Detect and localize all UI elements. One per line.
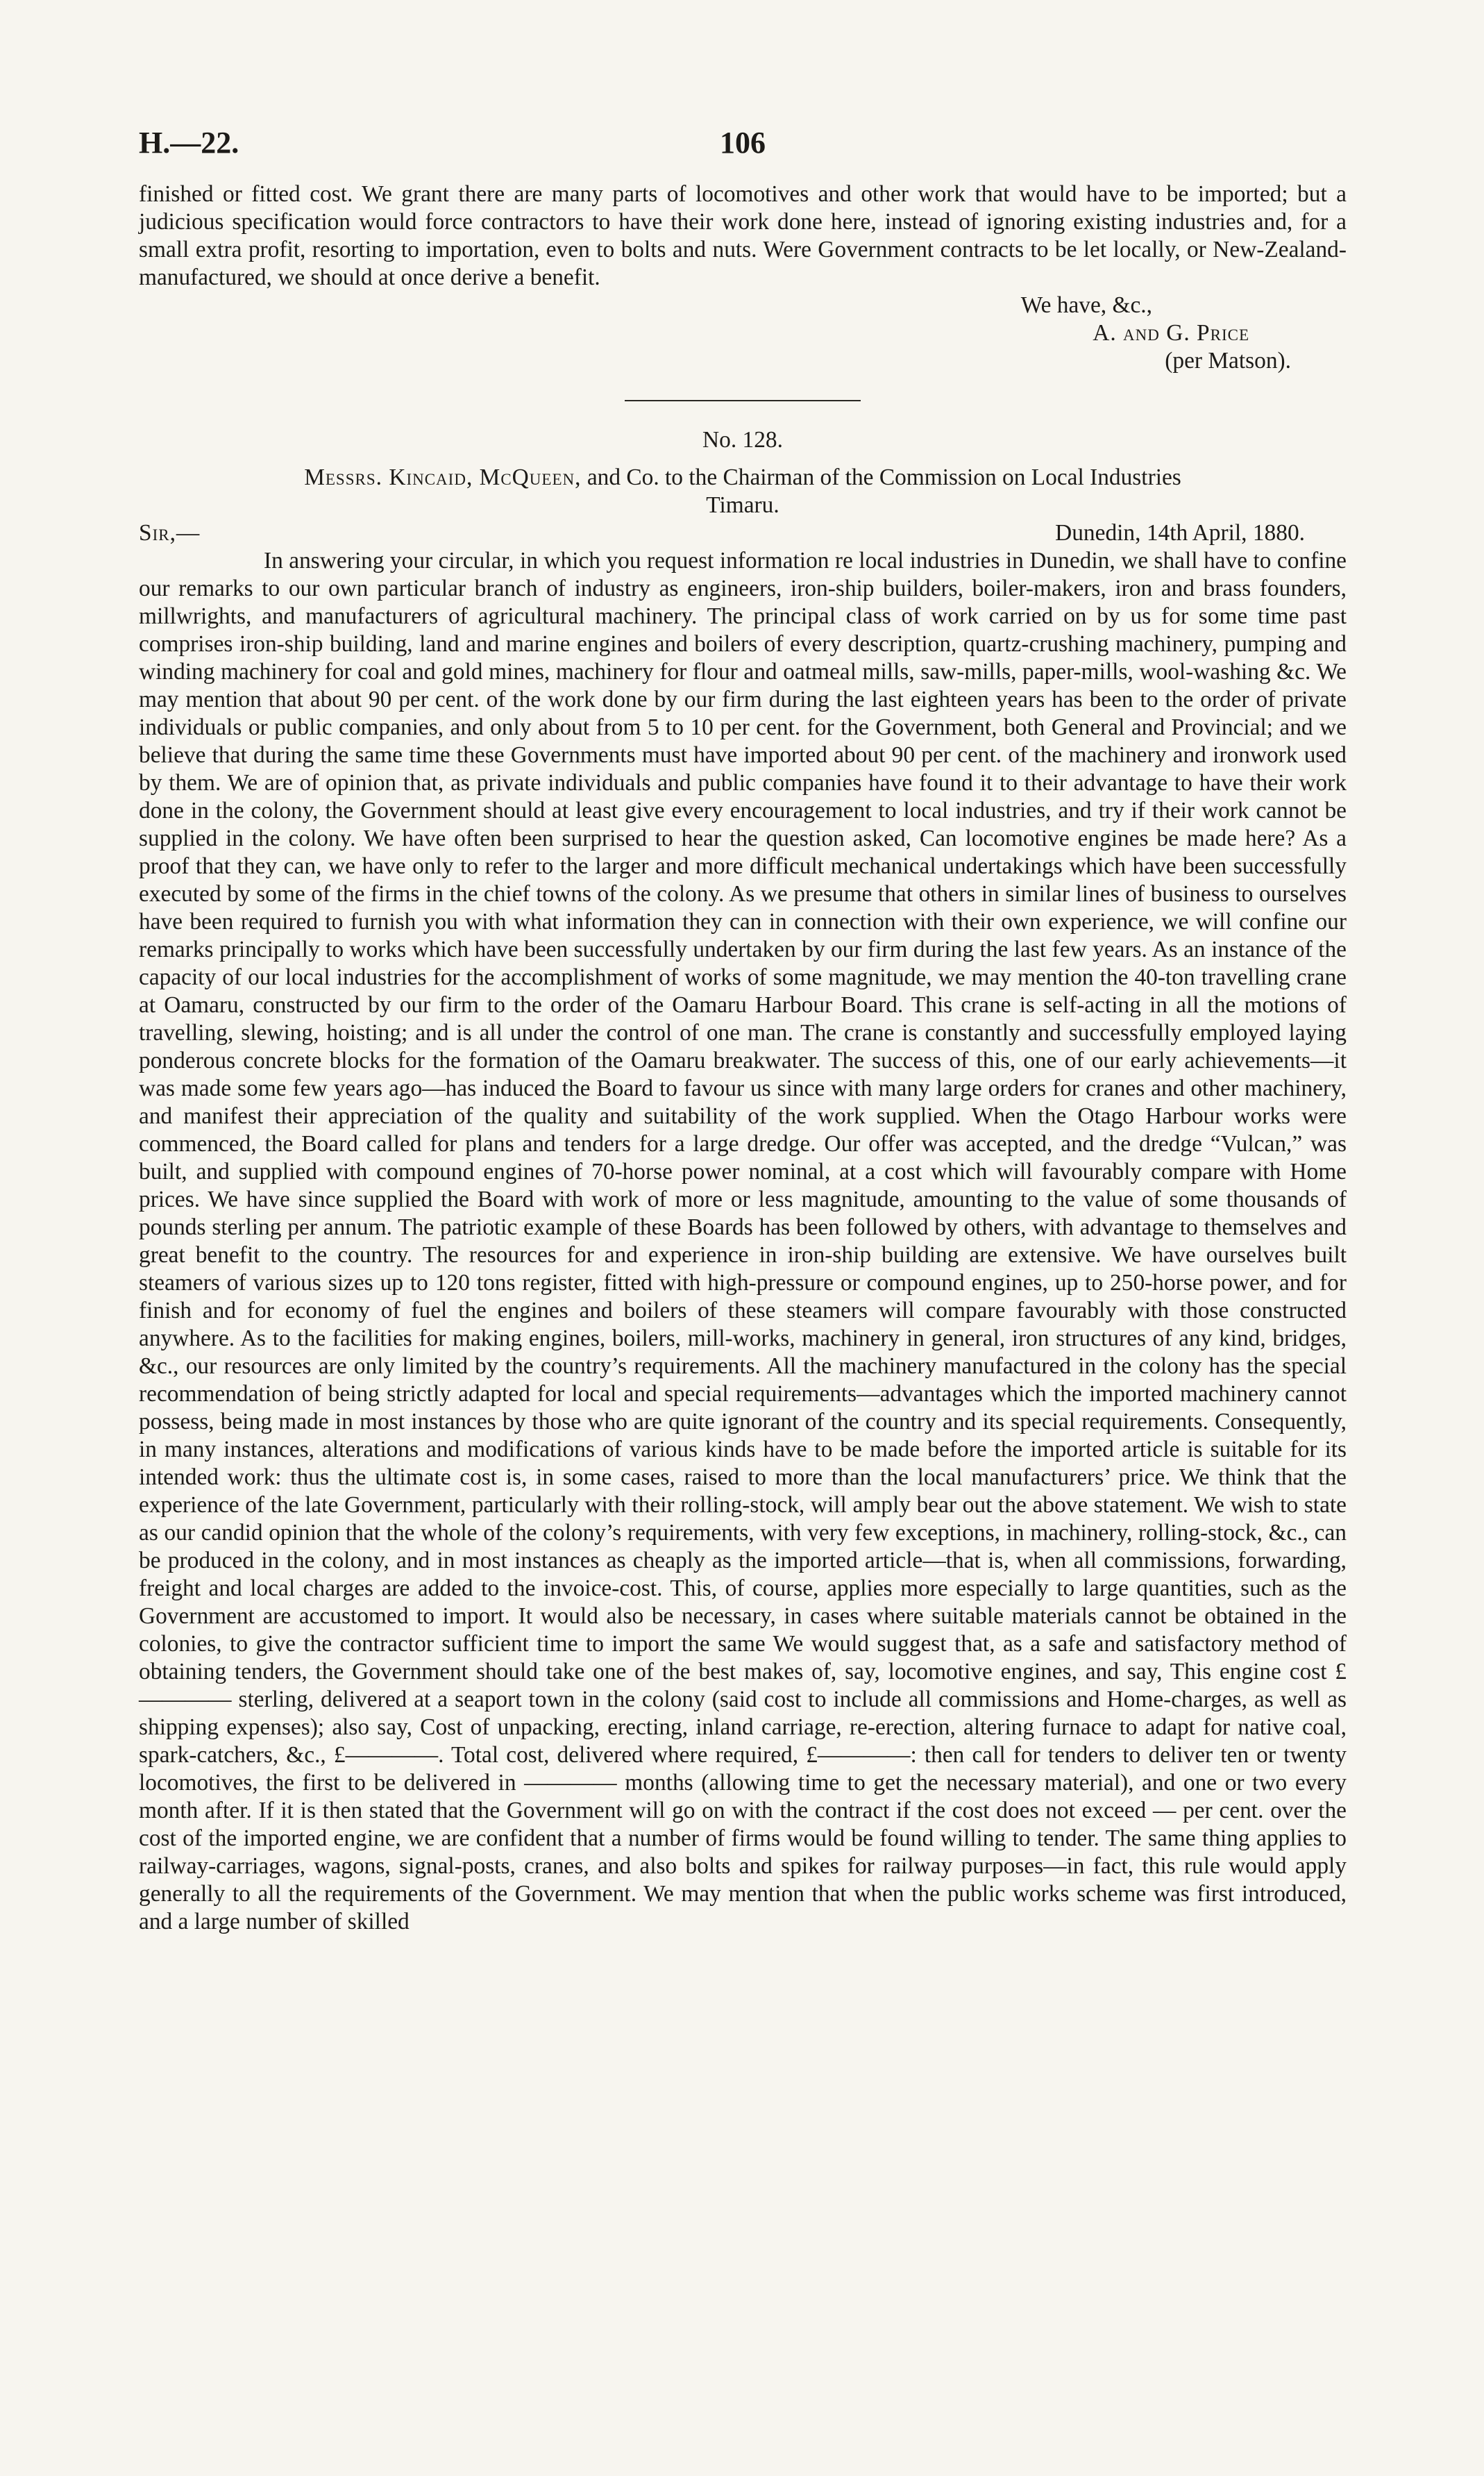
letter-body: In answering your circular, in which you request information re local industries in Dunedin, we shall have to confine our remarks to our own particular branch of industry as engineers, iron-ship builders, boiler-makers, iron and brass founders, millwrights, and manufacturers of agricultural machinery. The principal class of work carried on by us for some time past comprises iron-ship building, land and marine engines and boilers of every description, quartz-crushing machinery, pumping and winding machinery for coal and gold mines, machinery for flour and oatmeal mills, saw-mills, paper-mills, wool-washing &c. We may mention that about 90 per cent. of the work done by our firm during the last eighteen years has been to the order of private individuals or public companies, and only about from 5 to 10 per cent. for the Government, both General and Provincial; and we believe that during the same time these Governments must have imported about 90 per cent. of the machinery and ironwork used by them. We are of opinion that, as private individuals and public companies have found it to their advantage to have their work done in the colony, the Government should at least give every encouragement to local industries, and try if their work cannot be supplied in the colony. We have often been surprised to hear the question asked, Can locomotive engines be made here? As a proof that they can, we have only to refer to the larger and more difficult mechanical undertakings which have been successfully executed by some of the firms in the chief towns of the colony. As we presume that others in similar lines of business to ourselves have been required to furnish you with what information they can in connection with their own experience, we will confine our remarks principally to works which have been successfully undertaken by our firm during the last few years. As an instance of the capacity of our local industries for the accomplishment of works of some magnitude, we may mention the 40-ton travelling crane at Oamaru, constructed by our firm to the order of the Oamaru Harbour Board. This crane is self-acting in all the motions of travelling, slewing, hoisting; and is all under the control of one man. The crane is constantly and successfully employed laying ponderous concrete blocks for the formation of the Oamaru breakwater. The success of this, one of our early achievements—it was made some few years ago—has induced the Board to favour us since with many large orders for cranes and other machinery, and manifest their appreciation of the quality and suitability of the work supplied. When the Otago Harbour works were commenced, the Board called for plans and tenders for a large dredge. Our offer was accepted, and the dredge “Vulcan,” was built, and supplied with compound engines of 70-horse power nominal, at a cost which will favourably compare with Home prices. We have since supplied the Board with work of more or less magnitude, amounting to the value of some thousands of pounds sterling per annum. The patriotic example of these Boards has been followed by others, with advantage to themselves and great benefit to the country. The resources for and experience in iron-ship building are extensive. We have ourselves built steamers of various sizes up to 120 tons register, fitted with high-pressure or compound engines, up to 250-horse power, and for finish and for economy of fuel the engines and boilers of these steamers will compare favourably with those constructed anywhere. As to the facilities for making engines, boilers, mill-works, machinery in general, iron structures of any kind, bridges, &c., our resources are only limited by the country’s requirements. All the machinery manufactured in the colony has the special recommendation of being strictly adapted for local and special requirements—advantages which the imported machinery cannot possess, being made in most instances by those who are quite ignorant of the country and its special requirements. Consequently, in many instances, alterations and modifications of various kinds have to be made before the imported article is suitable for its intended work: thus the ultimate cost is, in some cases, raised to more than the local manufacturers’ price. We think that the experience of the late Government, particularly with their rolling-stock, will amply bear out the above statement. We wish to state as our candid opinion that the whole of the colony’s requirements, with very few exceptions, in machinery, rolling-stock, &c., can be produced in the colony, and in most instances as cheaply as the imported article—that is, when all commissions, forwarding, freight and local charges are added to the invoice-cost. This, of course, applies more especially to large quantities, such as the Government are accustomed to import. It would also be necessary, in cases where suitable materials cannot be obtained in the colonies, to give the contractor sufficient time to import the same We would suggest that, as a safe and satisfactory method of obtaining tenders, the Government should take one of the best makes of, say, locomotive engines, and say, This engine cost £———— sterling, delivered at a seaport town in the colony (said cost to include all commissions and Home-charges, as well as shipping expenses); also say, Cost of unpacking, erecting, inland carriage, re-erection, altering furnace to adapt for native coal, spark-catchers, &c., £————. Total cost, delivered where required, £————: then call for tenders to deliver ten or twenty locomotives, the first to be delivered in ———— months (allowing time to get the necessary material), and one or two every month after. If it is then stated that the Government will go on with the contract if the cost does not exceed — per cent. over the cost of the imported engine, we are confident that a number of firms would be found willing to tender. The same thing applies to railway-carriages, wagons, signal-posts, cranes, and also bolts and spikes for railway purposes—in fact, this rule would apply generally to all the requirements of the Government. We may mention that when the public works scheme was first introduced, and a large number of skilled <box>139 548 1347 1934</box>
letter-sender: Messrs. Kincaid, McQueen, <box>304 465 582 490</box>
letter-title <box>139 464 1347 492</box>
previous-letter-text: finished or fitted cost. We grant there are many parts of locomotives and other work that would have to be imported; but a judicious specification would force contractors to have their work done here, instead of ignoring existing industries and, for a small extra profit, resorting to importation, even to bolts and nuts. Were Government contracts to be let locally, or New-Zealand-manufactured, we should at once derive a benefit. <box>139 181 1347 290</box>
document-reference: H.—22. <box>139 126 239 160</box>
page-number: 106 <box>720 126 766 160</box>
letter-date: Dunedin, 14th April, 1880. <box>1055 520 1305 546</box>
document-page <box>139 125 1347 1936</box>
closing-line: We have, &c., <box>1020 292 1152 318</box>
signature: A. and G. Price <box>1093 320 1249 346</box>
salutation-row <box>139 519 1347 547</box>
letter-place: Timaru. <box>706 492 779 518</box>
previous-letter-closing <box>139 292 1347 375</box>
letter-number: No. 128. <box>702 427 783 453</box>
signature-note: (per Matson). <box>1165 348 1291 374</box>
page-header <box>139 125 1347 181</box>
letter-title-rest: and Co. to the Chairman of the Commission on Local Industries <box>587 465 1181 490</box>
section-divider <box>625 400 861 401</box>
salutation: Sir,— <box>139 520 201 546</box>
